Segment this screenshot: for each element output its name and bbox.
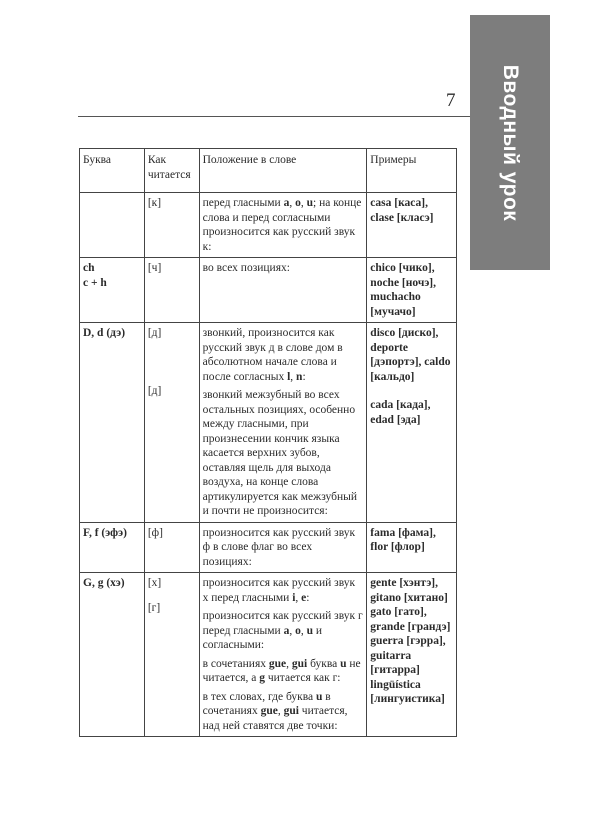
- sound-cell: [144, 258, 199, 323]
- example: clase [класэ]: [370, 211, 434, 224]
- letter-cell: [80, 573, 145, 737]
- position-cell: [199, 573, 367, 737]
- table-row: [80, 193, 457, 258]
- pronunciation-table: [79, 148, 457, 737]
- example: flor [флор]: [370, 541, 425, 553]
- position-text: в сочетаниях gue, gui буква u не читается, а g читается как г:: [202, 657, 361, 684]
- example: cada [када],: [370, 399, 431, 411]
- examples-cell: [367, 522, 457, 573]
- position-cell: [199, 522, 367, 573]
- letter: D, d (дэ): [83, 327, 126, 339]
- example: edad [эда]: [370, 413, 421, 426]
- position-text: перед гласными a, o, u; на конце слова и перед согласными произносится как русский звук к:: [202, 197, 362, 253]
- sound-cell: [144, 193, 199, 258]
- letter-cell: [80, 522, 145, 573]
- example: muchacho [мучачо]: [370, 291, 421, 318]
- position-cell: [199, 193, 367, 258]
- table-row: [80, 258, 457, 323]
- header-examples: Примеры: [367, 149, 457, 193]
- example: disco [диско],: [370, 327, 439, 339]
- example: grande [грандэ]: [370, 620, 451, 633]
- letter-cell: [80, 323, 145, 523]
- example: deporte [дэпортэ], caldo [кальдо]: [370, 341, 451, 383]
- letter-line: c + h: [83, 276, 107, 289]
- position-text: звонкий межзубный во всех остальных позициях, особенно между гласными, при произнесении кончик языка касается верхних зубов, оставляя щель для выхода воздуха, на конце слова артикулируется как межзубный и почти не произносится:: [202, 389, 358, 517]
- position-text: звонкий, произносится как русский звук д в слове дом в абсолютном начале слова и после согласных l, n:: [202, 327, 343, 383]
- example: gente [хэнтэ],: [370, 577, 438, 589]
- example: lingüística [лингуистика]: [370, 678, 445, 705]
- sound: [к]: [147, 197, 162, 209]
- sound: [ч]: [147, 262, 162, 274]
- sound: [г]: [147, 601, 161, 614]
- examples-cell: [367, 193, 457, 258]
- sound-cell: [144, 323, 199, 523]
- header-reading: Как читается: [144, 149, 199, 193]
- position-text: произносится как русский звук ф в слове флаг во всех позициях:: [202, 526, 356, 568]
- examples-cell: [367, 573, 457, 737]
- page-number: 7: [446, 90, 456, 111]
- position-text: в тех словах, где буква u в сочетаниях gue, gui читается, над ней ставятся две точки:: [202, 690, 348, 732]
- chapter-side-tab: [470, 15, 550, 270]
- example: casa [каса],: [370, 197, 428, 209]
- example: chico [чико],: [370, 262, 435, 274]
- letter-cell: [80, 258, 145, 323]
- position-cell: [199, 258, 367, 323]
- position-text: во всех позициях:: [202, 262, 290, 274]
- header-position: Положение в слове: [199, 149, 367, 193]
- letter-line: ch: [83, 262, 95, 274]
- table-header-row: [80, 149, 457, 193]
- sound: [д]: [147, 327, 162, 339]
- example: gitano [хитано]: [370, 591, 448, 604]
- header-rule: [78, 116, 470, 117]
- example: noche [ночэ],: [370, 276, 436, 289]
- examples-cell: [367, 323, 457, 523]
- table-row: [80, 573, 457, 737]
- letter-cell: [80, 193, 145, 258]
- table-row: [80, 522, 457, 573]
- example: guitarra [гитарра]: [370, 649, 420, 676]
- examples-cell: [367, 258, 457, 323]
- example: gato [гато],: [370, 606, 427, 618]
- chapter-side-tab-label: Вводный урок: [499, 64, 522, 221]
- position-cell: [199, 323, 367, 523]
- sound-cell: [144, 522, 199, 573]
- example: guerra [гэрра],: [370, 635, 446, 647]
- example: fama [фама],: [370, 526, 436, 539]
- letter: F, f (эфэ): [83, 526, 127, 539]
- position-text: произносится как русский звук х перед гласными i, e:: [202, 577, 356, 604]
- header-letter: Буква: [80, 149, 145, 193]
- sound-cell: [144, 573, 199, 737]
- table-row: [80, 323, 457, 523]
- sound: [д]: [147, 384, 162, 397]
- letter: G, g (хэ): [83, 577, 125, 589]
- sound: [х]: [147, 577, 162, 589]
- position-text: произносится как русский звук г перед гласными a, o, u и согласными:: [202, 610, 363, 651]
- sound: [ф]: [147, 526, 163, 539]
